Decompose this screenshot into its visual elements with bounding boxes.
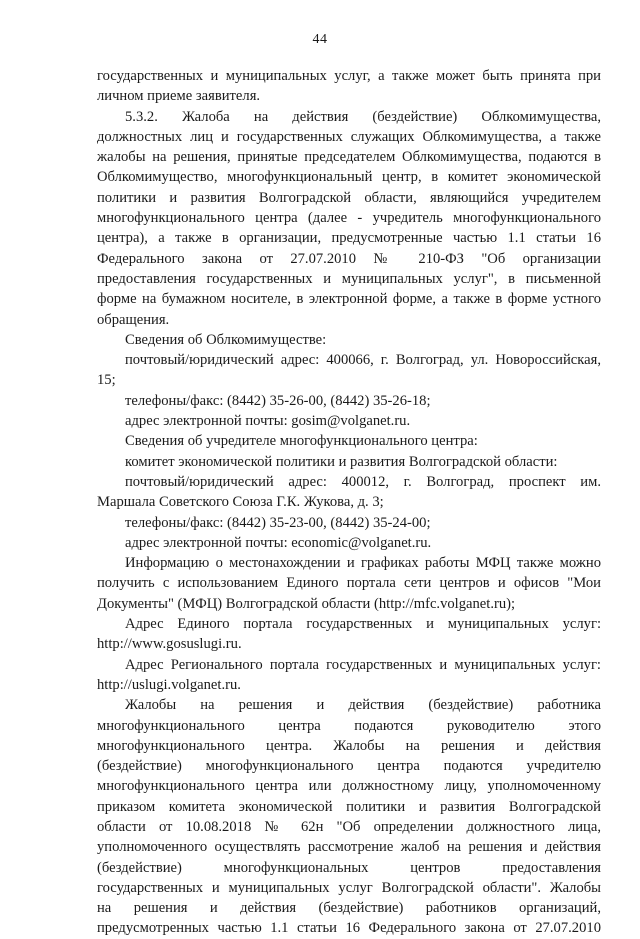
text-line: Облкомимущество, многофункциональный центр, в комитет экономической [97,169,601,186]
text-line: многофункционального центра подаются руководителю этого [97,717,601,734]
text-line: жалобы на решения, принятые председателем Облкомимущества, подаются в [97,149,601,166]
text-line: уполномоченного осуществлять рассмотрение жалоб на решения и действия [97,839,601,856]
text-line: адрес электронной почты: economic@volganet.ru. [125,534,432,551]
text-line: телефоны/факс: (8442) 35-23-00, (8442) 35-24-00; [125,514,431,531]
text-line: государственных и муниципальных услуг, а также может быть принята при [97,68,601,84]
text-line: приказом комитета экономической политики и развития Волгоградской [97,798,601,815]
text-line: комитет экономической политики и развития Волгоградской области: [125,453,558,470]
text-line: многофункционального центра или должностному лицу, уполномоченному [97,778,601,795]
text-line: http://www.gosuslugi.ru. [97,636,242,653]
text-line: обращения. [97,311,170,328]
text-line: Адрес Регионального портала государственных и муниципальных услуг: [125,656,601,673]
text-line: Документы" (МФЦ) Волгоградской области (http://mfc.volganet.ru); [97,595,516,612]
text-line: области от 10.08.2018 № 62н "Об определении должностного лица, [97,818,601,835]
text-line: политики и развития Волгоградской области, являющийся учредителем [97,189,601,206]
text-line: государственных и муниципальных услуг Волгоградской области". Жалобы [97,879,601,896]
text-line: многофункционального центра (далее - учредитель многофункционального [97,210,601,227]
text-line: Жалобы на решения и действия (бездействие) работника [125,697,601,714]
text-line: на решения и действия (бездействие) работников организаций, [97,900,601,917]
text-line: форме на бумажном носителе, в электронной форме, а также в форме устного [97,291,601,308]
text-line: предоставления государственных и муниципальных услуг", в письменной [97,270,601,287]
text-line: почтовый/юридический адрес: 400066, г. Волгоград, ул. Новороссийская, [125,352,601,369]
text-line: (бездействие) многофункционального центра подаются учредителю [97,758,601,775]
text-line: личном приеме заявителя. [97,88,261,105]
text-line: Сведения об Облкомимуществе: [125,331,327,348]
text-line: предусмотренных частью 1.1 статьи 16 Федерального закона от 27.07.2010 [97,920,601,937]
text-line: (бездействие) многофункциональных центров предоставления [97,859,601,876]
text-line: почтовый/юридический адрес: 400012, г. Волгоград, проспект им. [125,473,601,490]
text-line: Сведения об учредителе многофункционального центра: [125,433,478,450]
text-line: Информацию о местонахождении и графиках работы МФЦ также можно [125,555,601,572]
page-number: 44 [312,32,328,47]
text-line: Федерального закона от 27.07.2010 № 210-ФЗ "Об организации [97,250,601,267]
text-line: Маршала Советского Союза Г.К. Жукова, д. 3; [97,494,384,511]
text-line: 15; [97,372,116,389]
text-line: телефоны/факс: (8442) 35-26-00, (8442) 35-26-18; [125,392,431,409]
document-body [97,66,601,939]
text-line: центра), а также в организации, предусмотренные частью 1.1 статьи 16 [97,230,601,247]
text-line: многофункционального центра. Жалобы на решения и действия [97,737,601,754]
text-line: получить с использованием Единого портала сети центров и офисов "Мои [97,575,601,592]
text-line: 5.3.2. Жалоба на действия (бездействие) Облкомимущества, [125,108,601,125]
text-line: должностных лиц и государственных служащих Облкомимущества, а также [97,128,601,145]
text-line: адрес электронной почты: gosim@volganet.ru. [125,413,411,430]
text-line: http://uslugi.volganet.ru. [97,676,241,693]
text-line: Адрес Единого портала государственных и муниципальных услуг: [125,616,601,633]
